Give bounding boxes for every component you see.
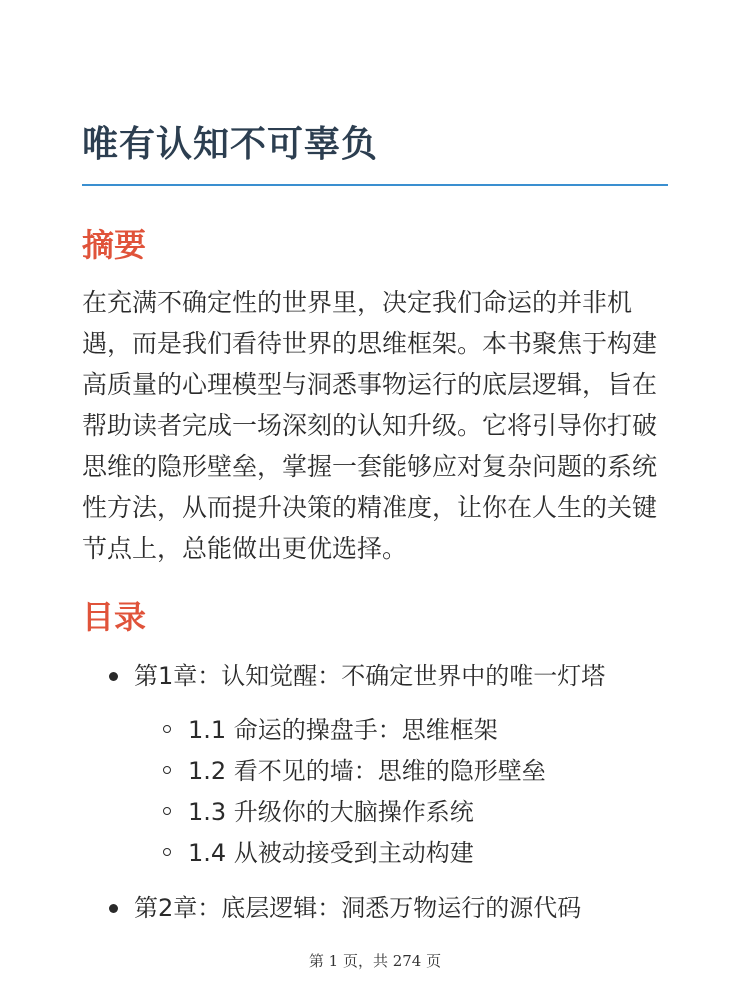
circle-bullet-icon [163, 848, 171, 856]
toc-section-label: 1.3 升级你的大脑操作系统 [188, 798, 474, 826]
toc-chapter-2 [82, 888, 682, 928]
document-title: 唯有认知不可辜负 [82, 124, 379, 165]
circle-bullet-icon [163, 725, 171, 733]
circle-bullet-icon [163, 766, 171, 774]
title-divider [82, 184, 668, 186]
abstract-heading: 摘要 [82, 226, 147, 264]
abstract-paragraph: 在充满不确定性的世界里，决定我们命运的并非机遇，而是我们看待世界的思维框架。本书聚焦于构建高质量的心理模型与洞悉事物运行的底层逻辑，旨在帮助读者完成一场深刻的认知升级。它将引导你打破思维的隐形壁垒，掌握一套能够应对复杂问题的系统性方法，从而提升决策的精准度，让你在人生的关键节点上，总能做出更优选择。 [82, 288, 658, 563]
toc-chapter-1 [82, 656, 682, 874]
page-number-footer: 第 1 页，共 274 页 [308, 952, 442, 970]
bullet-icon [109, 904, 118, 913]
toc-list [82, 656, 682, 928]
toc-section [134, 833, 682, 874]
toc-section-list [134, 710, 682, 874]
toc-section [134, 710, 682, 751]
toc-chapter-label: 第2章：底层逻辑：洞悉万物运行的源代码 [134, 894, 582, 922]
toc-chapter-label: 第1章：认知觉醒：不确定世界中的唯一灯塔 [134, 662, 606, 690]
circle-bullet-icon [163, 807, 171, 815]
toc-section-label: 1.1 命运的操盘手：思维框架 [188, 716, 498, 744]
toc-section [134, 751, 682, 792]
toc-heading: 目录 [82, 598, 147, 636]
toc-section-label: 1.2 看不见的墙：思维的隐形壁垒 [188, 757, 546, 785]
toc-section-label: 1.4 从被动接受到主动构建 [188, 839, 474, 867]
toc-section [134, 792, 682, 833]
bullet-icon [109, 672, 118, 681]
